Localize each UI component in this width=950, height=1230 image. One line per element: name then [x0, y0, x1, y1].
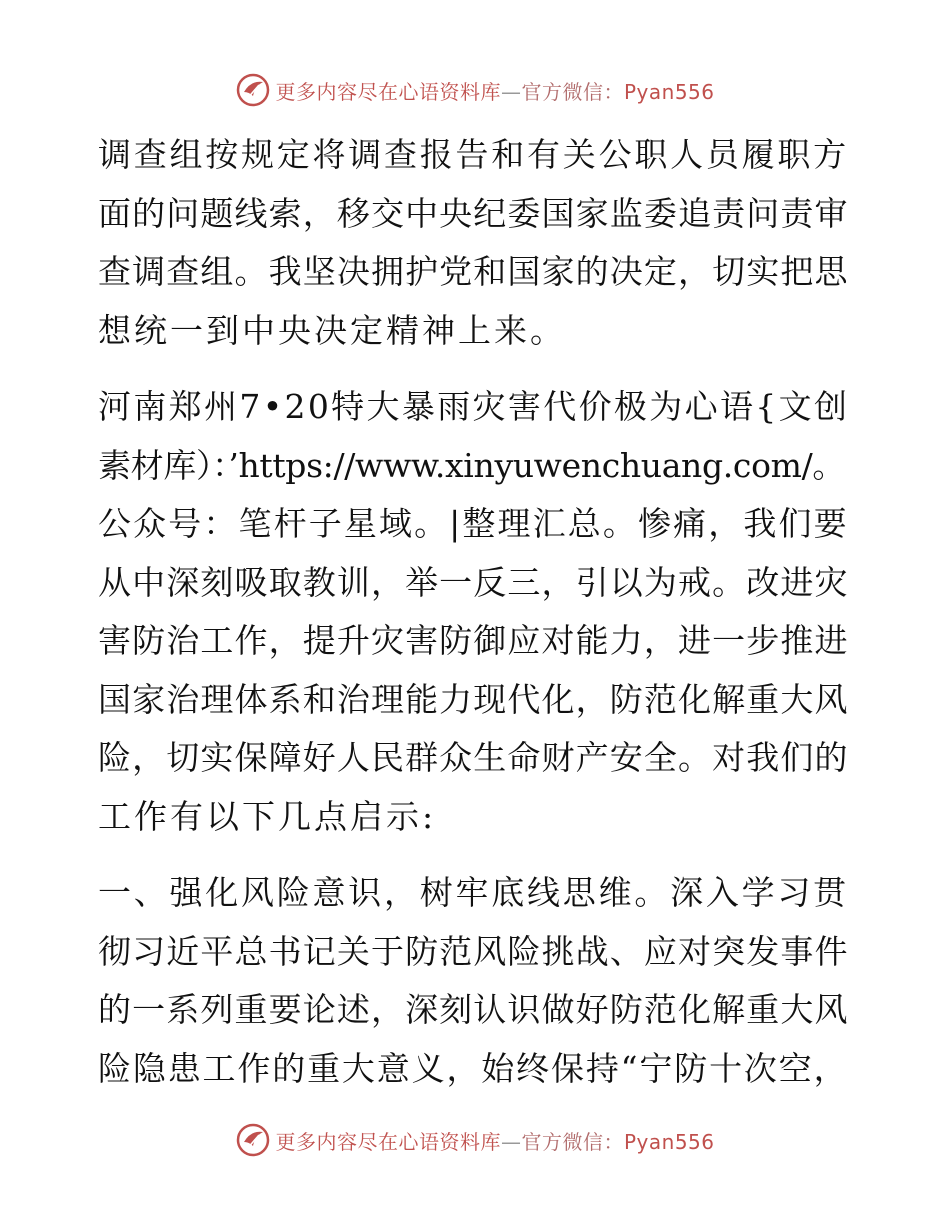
paragraph-line: 河南郑州7•20特大暴雨灾害代价极为心语{文创	[98, 387, 850, 426]
document-body	[98, 126, 853, 1116]
paragraph-line: 险隐患工作的重大意义，始终保持“宁防十次空，	[98, 1048, 849, 1088]
banner-wechat-id: Pyan556	[623, 1129, 715, 1154]
banner-separator: —	[500, 79, 522, 104]
banner-site-text: 更多内容尽在心语资料库	[275, 1129, 501, 1154]
paragraph-line: 的一系列重要论述，深刻认识做好防范化解重大风	[98, 990, 849, 1029]
paragraph-line: 从中深刻吸取教训，举一反三，引以为戒。改进灾	[98, 562, 849, 602]
paragraph	[98, 864, 853, 1098]
paragraph-line: 工作有以下几点启示:	[98, 796, 437, 836]
banner-text	[275, 1126, 714, 1155]
paragraph-line: 险，切实保障好人民群众生命财产安全。对我们的	[98, 738, 849, 777]
banner-separator: —	[500, 1129, 522, 1154]
paragraph-line: 彻习近平总书记关于防范风险挑战、应对突发事件	[98, 931, 849, 971]
paragraph	[98, 126, 853, 360]
xinyu-logo-icon	[235, 1122, 271, 1158]
footer-banner	[0, 1120, 950, 1160]
banner-wechat-label: 官方微信：	[521, 1129, 624, 1154]
paragraph	[98, 378, 853, 846]
banner-text	[275, 76, 714, 105]
banner-site-text: 更多内容尽在心语资料库	[275, 79, 501, 104]
paragraph-line: 想统一到中央决定精神上来。	[98, 310, 566, 350]
xinyu-logo-icon	[235, 72, 271, 108]
paragraph-line: 调查组按规定将调查报告和有关公职人员履职方	[98, 135, 849, 174]
banner-wechat-label: 官方微信：	[521, 79, 624, 104]
paragraph-line: 公众号：笔杆子星域。|整理汇总。惨痛，我们要	[98, 504, 849, 543]
paragraph-line: 一、强化风险意识，树牢底线思维。深入学习贯	[98, 873, 849, 912]
paragraph-line: 面的问题线索，移交中央纪委国家监委追责问责审	[98, 193, 849, 233]
paragraph-line: 素材库）：’https://www.xinyuwenchuang.com/。	[98, 445, 846, 485]
paragraph-line: 害防治工作，提升灾害防御应对能力，进一步推进	[98, 621, 849, 660]
banner-wechat-id: Pyan556	[623, 79, 715, 104]
paragraph-line: 国家治理体系和治理能力现代化，防范化解重大风	[98, 679, 849, 719]
header-banner	[0, 70, 950, 110]
paragraph-line: 查调查组。我坚决拥护党和国家的决定，切实把思	[98, 252, 849, 291]
